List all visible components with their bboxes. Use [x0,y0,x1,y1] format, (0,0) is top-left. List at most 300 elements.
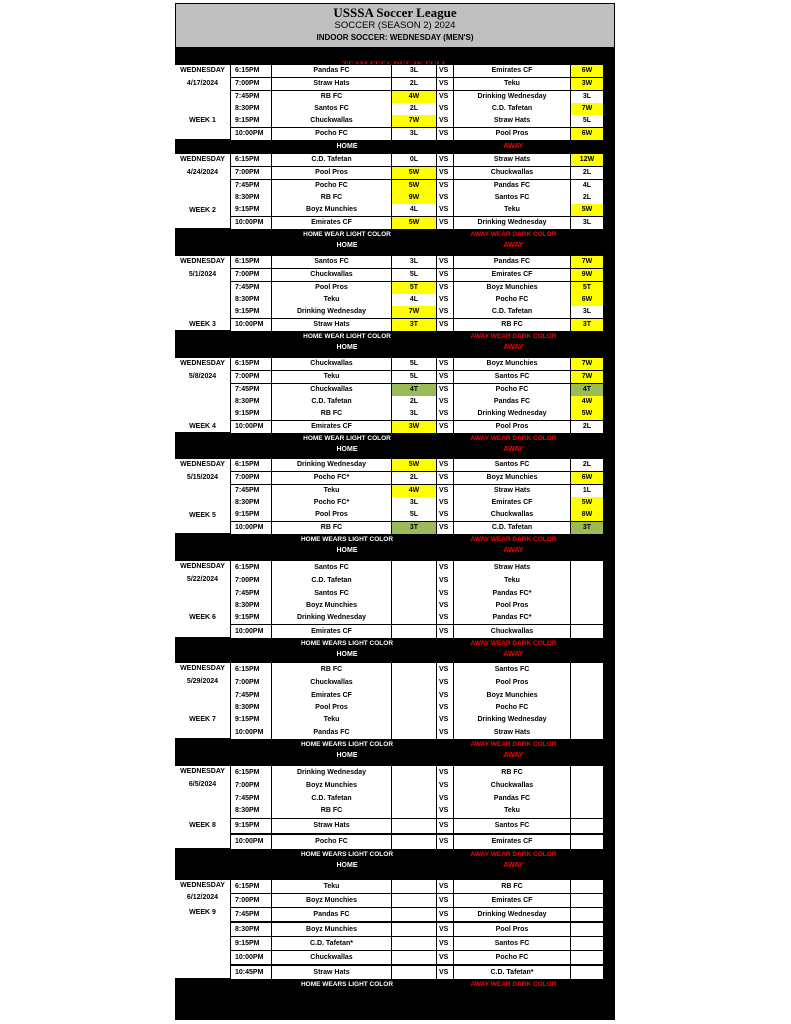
away-score: 3T [571,319,604,331]
away-score: 6W [571,472,604,484]
day-label: WEDNESDAY [180,67,225,74]
away-header: AWAY [503,242,524,249]
vs-label: VS [437,880,454,893]
away-score: 2L [571,192,604,204]
game-time: 8:30PM [231,497,272,509]
home-team: C.D. Tafetan* [272,937,392,950]
home-score: 3L [392,128,437,140]
home-away-row [175,860,615,871]
away-score [571,951,604,964]
home-wear-note: HOME WEARS LIGHT COLOR [300,536,394,543]
home-team: Boyz Munchies [272,923,392,936]
week-block [175,255,615,331]
away-score [571,779,604,793]
game-time: 6:15PM [231,256,272,268]
away-score: 5W [571,497,604,509]
away-score [571,804,604,818]
home-score [392,766,437,780]
league-title: USSSA Soccer League [333,5,457,20]
home-score: 5W [392,217,437,229]
away-score [571,819,604,833]
away-score: 9W [571,269,604,281]
away-team: RB FC [454,766,571,780]
game-time: 8:30PM [231,396,272,408]
away-team: Straw Hats [454,115,571,127]
home-score: 3T [392,319,437,331]
game-row [175,574,615,587]
away-team: Pocho FC [454,951,571,964]
away-team: Santos FC [454,937,571,950]
schedule-header [175,3,615,48]
home-wear-note: HOME WEAR LIGHT COLOR [303,231,391,238]
home-team: Pocho FC* [272,497,392,509]
away-score [571,663,604,676]
away-header: AWAY [503,547,524,554]
away-score: 2L [571,459,604,471]
home-team: Boyz Munchies [272,779,392,793]
week-number-label: WEEK 4 [189,423,216,430]
game-time: 10:00PM [231,835,272,849]
away-team: Pool Pros [454,128,571,140]
game-row [175,167,615,179]
game-row [175,908,615,921]
game-time: 7:45PM [231,792,272,806]
game-row [175,726,615,739]
game-row [175,408,615,420]
game-time: 7:45PM [231,282,272,294]
game-row [175,835,615,849]
away-score [571,880,604,893]
vs-label: VS [437,625,454,638]
date-label: 4/17/2024 [186,80,219,87]
wear-color-row [175,638,615,649]
away-score: 7W [571,371,604,383]
home-score: 3L [392,408,437,420]
away-team: C.D. Tafetan* [454,966,571,979]
game-row [175,421,615,433]
date-label: 6/5/2024 [188,781,217,788]
game-row [175,65,615,77]
week-block [175,879,615,979]
away-team: Pool Pros [454,676,571,689]
home-team: RB FC [272,804,392,818]
away-team: Teku [454,804,571,818]
away-team: Santos FC [454,459,571,471]
away-wear-note: AWAY WEAR DARK COLOR [470,981,557,988]
home-team: Pocho FC [272,180,392,192]
home-header: HOME [336,752,358,759]
week-block [175,765,615,849]
home-team: Pandas FC [272,726,392,739]
home-team: Pool Pros [272,282,392,294]
home-away-row [175,240,615,251]
vs-label: VS [437,115,454,127]
vs-label: VS [437,779,454,793]
vs-label: VS [437,408,454,420]
game-row [175,115,615,127]
home-team: Emirates CF [272,625,392,638]
game-time: 10:00PM [231,522,272,534]
game-time: 9:15PM [231,611,272,624]
home-team: C.D. Tafetan [272,396,392,408]
game-row [175,522,615,534]
away-team: Santos FC [454,819,571,833]
home-score: 5L [392,269,437,281]
wear-color-row [175,979,615,990]
vs-label: VS [437,358,454,370]
home-header: HOME [336,862,358,869]
wear-color-row [175,534,615,545]
vs-label: VS [437,923,454,936]
home-score: 5T [392,282,437,294]
away-team: Emirates CF [454,894,571,907]
away-team: Pocho FC [454,294,571,306]
home-wear-note: HOME WEARS LIGHT COLOR [300,640,394,647]
game-row [175,625,615,638]
home-wear-note: HOME WEARS LIGHT COLOR [300,741,394,748]
home-score [392,561,437,574]
away-team: Pandas FC [454,792,571,806]
away-team: Teku [454,204,571,216]
game-time: 9:15PM [231,204,272,216]
away-team: Boyz Munchies [454,689,571,702]
game-time: 6:15PM [231,459,272,471]
away-score [571,937,604,950]
away-team: Emirates CF [454,269,571,281]
week-footer-band [175,140,615,153]
home-team: Chuckwallas [272,115,392,127]
game-row [175,923,615,936]
home-score: 4L [392,294,437,306]
away-score: 3T [571,522,604,534]
home-team: Santos FC [272,256,392,268]
vs-label: VS [437,192,454,204]
away-score: 6W [571,128,604,140]
week-footer-band [175,331,615,357]
week-block [175,64,615,140]
away-team: Drinking Wednesday [454,408,571,420]
week-block [175,560,615,638]
game-row [175,819,615,833]
home-away-row [175,649,615,660]
away-team: Emirates CF [454,497,571,509]
game-time: 8:30PM [231,192,272,204]
home-team: Boyz Munchies [272,599,392,612]
away-score [571,894,604,907]
away-team: Santos FC [454,192,571,204]
vs-label: VS [437,128,454,140]
date-label: 5/22/2024 [186,576,219,583]
home-team: Boyz Munchies [272,894,392,907]
away-team: C.D. Tafetan [454,103,571,115]
away-team: Boyz Munchies [454,472,571,484]
home-score: 4T [392,384,437,396]
home-header: HOME [336,143,358,150]
home-team: RB FC [272,91,392,103]
game-time: 7:00PM [231,574,272,587]
week-footer-band [175,433,615,458]
vs-label: VS [437,937,454,950]
home-team: Pool Pros [272,701,392,714]
home-score: 4W [392,485,437,497]
vs-label: VS [437,574,454,587]
home-team: RB FC [272,522,392,534]
away-team: Pocho FC [454,701,571,714]
home-header: HOME [336,344,358,351]
day-label: WEDNESDAY [180,258,225,265]
away-score: 3L [571,217,604,229]
home-score: 2L [392,103,437,115]
home-team: RB FC [272,408,392,420]
vs-label: VS [437,371,454,383]
game-row [175,937,615,950]
vs-label: VS [437,384,454,396]
game-row [175,154,615,166]
home-score [392,966,437,979]
away-header: AWAY [503,143,524,150]
home-header: HOME [336,651,358,658]
away-score: 5W [571,408,604,420]
game-row [175,319,615,331]
game-row [175,294,615,306]
home-wear-note: HOME WEARS LIGHT COLOR [300,851,394,858]
game-time: 7:45PM [231,384,272,396]
home-score: 2L [392,472,437,484]
away-score [571,966,604,979]
game-time: 7:00PM [231,371,272,383]
week-footer-band [175,849,615,879]
away-team: Pool Pros [454,923,571,936]
day-label: WEDNESDAY [180,882,225,889]
vs-label: VS [437,167,454,179]
home-away-row [175,141,615,152]
week-number-label: WEEK 9 [189,909,216,916]
week-block [175,662,615,739]
away-team: Chuckwallas [454,779,571,793]
game-time: 9:15PM [231,115,272,127]
game-row [175,180,615,192]
vs-label: VS [437,319,454,331]
away-score: 4W [571,396,604,408]
away-team: Santos FC [454,663,571,676]
away-score: 6W [571,65,604,77]
away-score [571,676,604,689]
wear-color-row [175,849,615,860]
away-team: Santos FC [454,371,571,383]
away-score: 2L [571,167,604,179]
home-team: C.D. Tafetan [272,154,392,166]
home-team: Boyz Munchies [272,204,392,216]
game-row [175,384,615,396]
away-score: 3W [571,78,604,90]
home-team: Chuckwallas [272,951,392,964]
away-score: 5L [571,115,604,127]
game-time: 10:00PM [231,951,272,964]
away-score: 8W [571,509,604,521]
vs-label: VS [437,472,454,484]
wear-color-row [175,433,615,444]
away-team: Chuckwallas [454,167,571,179]
home-team: Drinking Wednesday [272,611,392,624]
home-score [392,908,437,921]
away-wear-note: AWAY WEAR DARK COLOR [470,851,557,858]
game-row [175,509,615,521]
game-row [175,880,615,893]
game-row [175,371,615,383]
home-team: RB FC [272,663,392,676]
vs-label: VS [437,180,454,192]
game-time: 7:45PM [231,689,272,702]
game-row [175,894,615,907]
away-team: Pandas FC* [454,611,571,624]
home-score: 5W [392,180,437,192]
vs-label: VS [437,103,454,115]
vs-label: VS [437,966,454,979]
away-wear-note: AWAY WEAR DARK COLOR [470,536,557,543]
vs-label: VS [437,835,454,849]
game-row [175,779,615,793]
game-time: 8:30PM [231,599,272,612]
home-team: Pocho FC [272,835,392,849]
week-number-label: WEEK 1 [189,117,216,124]
home-team: Straw Hats [272,78,392,90]
game-row [175,306,615,318]
date-label: 5/8/2024 [188,373,217,380]
away-wear-note: AWAY WEAR DARK COLOR [470,231,557,238]
vs-label: VS [437,894,454,907]
game-time: 6:15PM [231,561,272,574]
game-row [175,256,615,268]
week-footer-band [175,638,615,662]
home-team: C.D. Tafetan [272,574,392,587]
game-time: 6:15PM [231,358,272,370]
away-score [571,561,604,574]
vs-label: VS [437,294,454,306]
away-score: 1L [571,485,604,497]
away-score [571,625,604,638]
vs-label: VS [437,306,454,318]
away-team: Drinking Wednesday [454,91,571,103]
game-row [175,269,615,281]
game-time: 8:30PM [231,923,272,936]
vs-label: VS [437,689,454,702]
away-team: Emirates CF [454,835,571,849]
vs-label: VS [437,154,454,166]
home-away-row [175,750,615,761]
home-score [392,663,437,676]
game-row [175,766,615,780]
away-team: Boyz Munchies [454,282,571,294]
home-team: Teku [272,485,392,497]
vs-label: VS [437,611,454,624]
game-time: 7:00PM [231,894,272,907]
vs-label: VS [437,396,454,408]
home-team: Emirates CF [272,689,392,702]
season-subtitle: SOCCER (SEASON 2) 2024 [334,20,456,31]
vs-label: VS [437,509,454,521]
away-wear-note: AWAY WEAR DARK COLOR [470,640,557,647]
home-score [392,937,437,950]
away-team: Straw Hats [454,485,571,497]
game-time: 7:00PM [231,269,272,281]
vs-label: VS [437,587,454,600]
game-time: 6:15PM [231,880,272,893]
vs-label: VS [437,269,454,281]
week-number-label: WEEK 3 [189,321,216,328]
vs-label: VS [437,522,454,534]
week-number-label: WEEK 8 [189,822,216,829]
away-score [571,574,604,587]
home-team: Drinking Wednesday [272,459,392,471]
game-time: 10:00PM [231,217,272,229]
game-time: 7:00PM [231,779,272,793]
game-time: 10:00PM [231,421,272,433]
home-team: C.D. Tafetan [272,792,392,806]
home-away-row [175,342,615,353]
game-row [175,966,615,979]
home-team: Straw Hats [272,819,392,833]
week-footer-band [175,739,615,765]
home-team: Teku [272,880,392,893]
game-time: 9:15PM [231,306,272,318]
vs-label: VS [437,599,454,612]
away-score [571,713,604,726]
vs-label: VS [437,792,454,806]
game-time: 7:00PM [231,78,272,90]
away-score: 7W [571,358,604,370]
home-score [392,880,437,893]
away-score: 7W [571,103,604,115]
home-score [392,726,437,739]
away-score: 5W [571,204,604,216]
home-wear-note: HOME WEAR LIGHT COLOR [303,333,391,340]
home-score: 0L [392,154,437,166]
home-team: Santos FC [272,103,392,115]
home-header: HOME [336,446,358,453]
weeks-container [175,66,615,1020]
day-label: WEDNESDAY [180,665,225,672]
game-row [175,561,615,574]
home-score [392,779,437,793]
vs-label: VS [437,804,454,818]
day-label: WEDNESDAY [180,768,225,775]
away-score: 4L [571,180,604,192]
game-row [175,951,615,964]
home-score: 5W [392,459,437,471]
away-team: RB FC [454,880,571,893]
game-time: 10:00PM [231,625,272,638]
date-label: 4/24/2024 [186,169,219,176]
home-score: 5L [392,509,437,521]
vs-label: VS [437,459,454,471]
home-score: 3T [392,522,437,534]
away-team: Pandas FC [454,180,571,192]
game-time: 10:00PM [231,128,272,140]
home-team: Emirates CF [272,217,392,229]
vs-label: VS [437,65,454,77]
day-label: WEDNESDAY [180,461,225,468]
game-time: 9:15PM [231,509,272,521]
home-score: 4L [392,204,437,216]
week-number-label: WEEK 5 [189,512,216,519]
game-time: 9:15PM [231,408,272,420]
vs-label: VS [437,766,454,780]
away-wear-note: AWAY WEAR DARK COLOR [470,333,557,340]
home-score: 2L [392,396,437,408]
game-row [175,91,615,103]
away-team: Straw Hats [454,154,571,166]
away-header: AWAY [503,651,524,658]
